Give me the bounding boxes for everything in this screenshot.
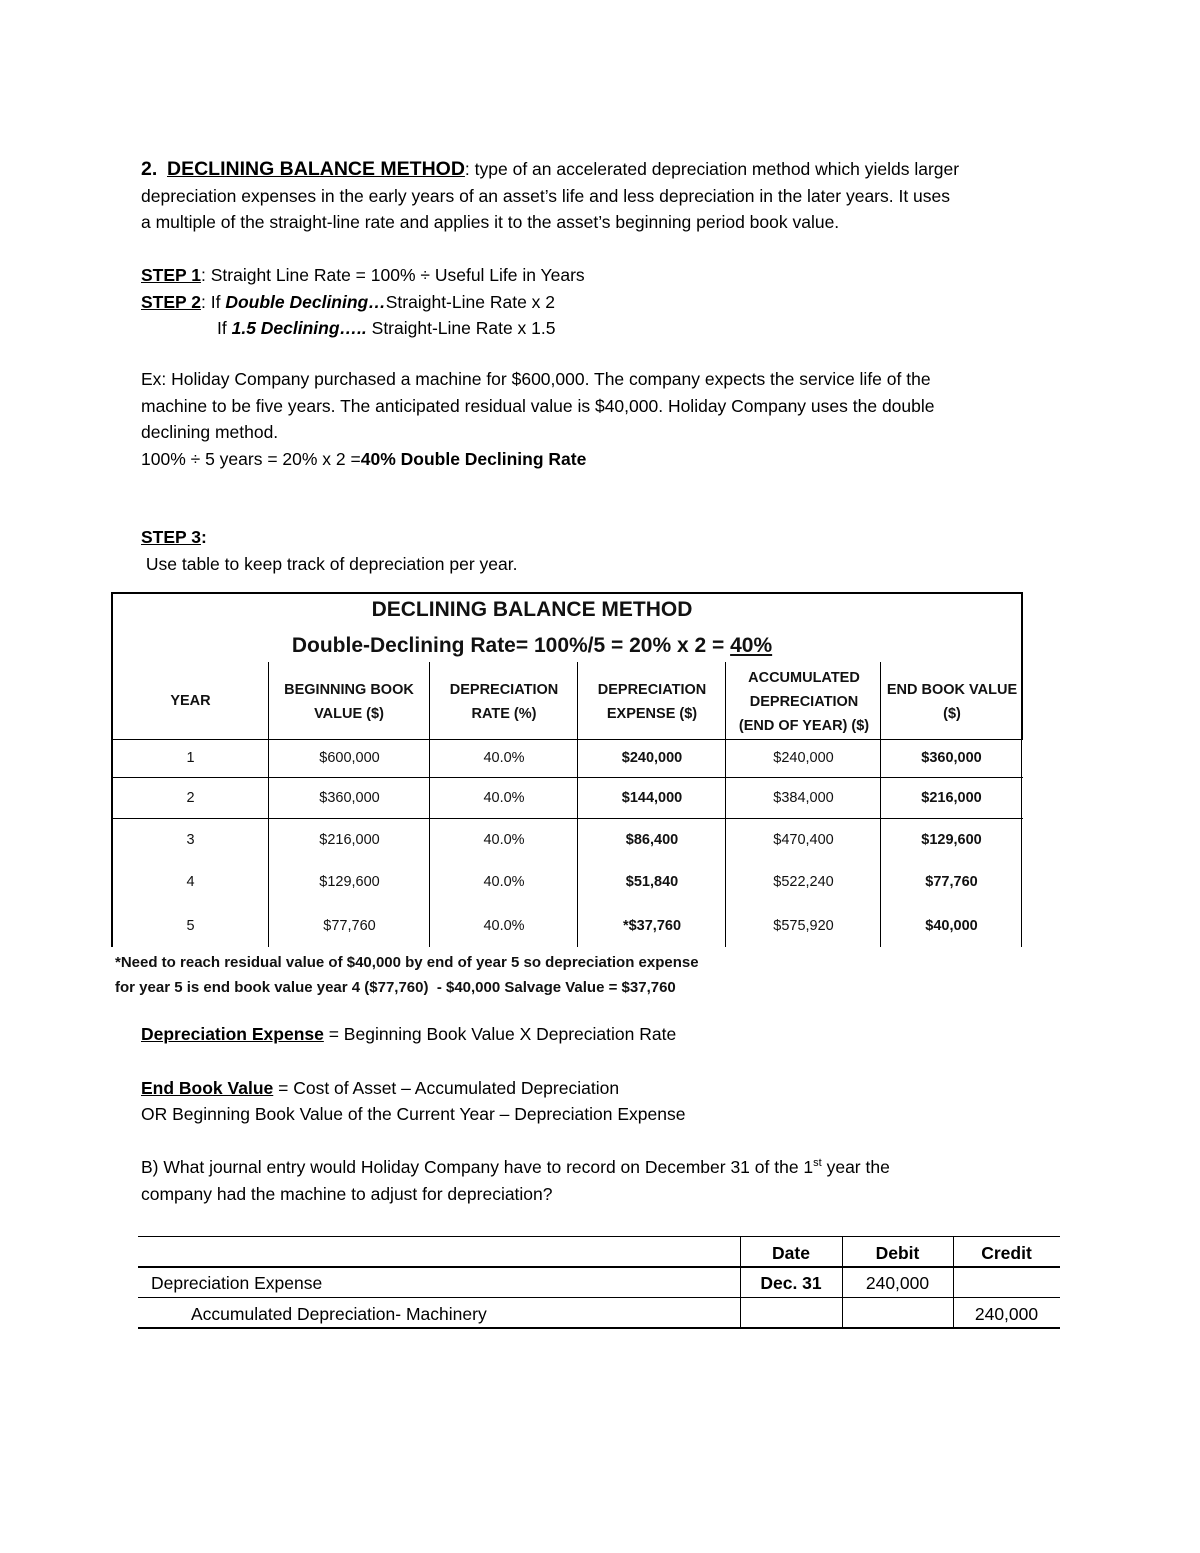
header-end-book-value: END BOOK VALUE ($) bbox=[886, 681, 1018, 722]
intro-section bbox=[141, 156, 1061, 236]
dep-expense-text: = Beginning Book Value X Depreciation Rate bbox=[323, 1024, 677, 1044]
table-subtitle bbox=[111, 634, 953, 658]
cell-end-book-value: $40,000 bbox=[925, 918, 978, 934]
journal-credit: 240,000 bbox=[974, 1304, 1039, 1324]
example-section bbox=[141, 366, 1061, 472]
question-sup: st bbox=[813, 1157, 822, 1169]
footnote-line-2: for year 5 is end book value year 4 ($77,760) - $40,000 Salvage Value = $37,760 bbox=[115, 979, 676, 996]
one-five-declining-rate: Straight-Line Rate x 1.5 bbox=[366, 318, 556, 338]
header-depreciation-rate: DEPRECIATION RATE (%) bbox=[449, 681, 559, 722]
section-heading: DECLINING BALANCE METHOD bbox=[167, 158, 465, 180]
calc-text: 100% ÷ 5 years = 20% x 2 = bbox=[141, 448, 361, 469]
journal-top-line bbox=[138, 1236, 1060, 1237]
double-declining-rate: Straight-Line Rate x 2 bbox=[385, 291, 556, 312]
col-divider bbox=[429, 662, 430, 947]
formulas-section bbox=[141, 1021, 1061, 1128]
col-divider bbox=[268, 662, 269, 947]
cell-accumulated: $522,240 bbox=[773, 874, 834, 890]
intro-line-1 bbox=[141, 156, 1061, 183]
question-section bbox=[141, 1154, 1061, 1207]
step-3-colon: : bbox=[201, 527, 207, 547]
step-2-if-2: If bbox=[217, 318, 232, 338]
cell-accumulated: $575,920 bbox=[773, 918, 834, 934]
table-title: DECLINING BALANCE METHOD bbox=[371, 598, 693, 621]
dep-expense-label: Depreciation Expense bbox=[141, 1024, 324, 1044]
dep-expense-formula bbox=[141, 1021, 1061, 1048]
question-prefix: B) What journal entry would Holiday Company have to record on December 31 of the 1 bbox=[141, 1157, 814, 1177]
step-1-label: STEP 1 bbox=[141, 265, 201, 285]
table-footnote bbox=[115, 950, 815, 1000]
definition-line-2: depreciation expenses in the early years of an asset’s life and less depreciation in the later years. It uses bbox=[141, 185, 951, 206]
table-top-border bbox=[111, 592, 1023, 594]
subtitle-prefix: Double-Declining Rate= 100%/5 = 20% x 2 = bbox=[291, 634, 731, 657]
cell-expense: *$37,760 bbox=[622, 918, 682, 934]
steps-section bbox=[141, 262, 1061, 342]
cell-accumulated: $240,000 bbox=[773, 750, 834, 766]
cell-year: 5 bbox=[186, 918, 195, 934]
subtitle-rate: 40% bbox=[730, 634, 773, 657]
header-depreciation-expense: DEPRECIATION EXPENSE ($) bbox=[597, 681, 707, 722]
step-3-text: Use table to keep track of depreciation per year. bbox=[141, 553, 518, 574]
step-1 bbox=[141, 262, 1061, 289]
journal-header-debit: Debit bbox=[875, 1243, 920, 1263]
cell-accumulated: $470,400 bbox=[773, 832, 834, 848]
cell-year: 1 bbox=[186, 750, 195, 766]
cell-rate: 40.0% bbox=[483, 790, 525, 806]
step-2 bbox=[141, 289, 1061, 316]
cell-beginning-book-value: $600,000 bbox=[319, 750, 380, 766]
step-3-label: STEP 3 bbox=[141, 527, 201, 547]
step-3-heading bbox=[141, 524, 1061, 551]
example-line-1: Ex: Holiday Company purchased a machine for $600,000. The company expects the service life of the bbox=[141, 369, 931, 389]
journal-account: Depreciation Expense bbox=[151, 1273, 323, 1293]
question-suffix: year the bbox=[821, 1157, 890, 1177]
cell-beginning-book-value: $360,000 bbox=[319, 790, 380, 806]
cell-expense: $240,000 bbox=[621, 750, 683, 766]
cell-expense: $86,400 bbox=[625, 832, 679, 848]
step-2-label: STEP 2 bbox=[141, 291, 201, 312]
header-year: YEAR bbox=[170, 692, 211, 709]
cell-beginning-book-value: $216,000 bbox=[319, 832, 380, 848]
example-calc bbox=[141, 446, 1061, 473]
example-line-3: declining method. bbox=[141, 422, 279, 442]
col-divider bbox=[725, 662, 726, 947]
cell-accumulated: $384,000 bbox=[773, 790, 834, 806]
cell-beginning-book-value: $77,760 bbox=[323, 918, 376, 934]
one-five-declining-label: 1.5 Declining….. bbox=[231, 318, 367, 338]
journal-date: Dec. 31 bbox=[760, 1273, 822, 1293]
double-declining-label: Double Declining… bbox=[225, 291, 386, 312]
cell-rate: 40.0% bbox=[483, 750, 525, 766]
header-beginning-book-value: BEGINNING BOOK VALUE ($) bbox=[284, 681, 414, 722]
journal-header-date: Date bbox=[772, 1243, 810, 1263]
journal-header-credit: Credit bbox=[981, 1243, 1032, 1263]
header-bottom-line bbox=[111, 739, 1023, 740]
question-line-1 bbox=[141, 1154, 1061, 1181]
calc-result: 40% Double Declining Rate bbox=[360, 448, 587, 469]
step-1-text: : Straight Line Rate = 100% ÷ Useful Life in Years bbox=[201, 265, 585, 285]
cell-rate: 40.0% bbox=[483, 918, 525, 934]
end-book-value-label: End Book Value bbox=[141, 1077, 274, 1098]
cell-end-book-value: $360,000 bbox=[921, 750, 982, 766]
declining-balance-table bbox=[111, 592, 1023, 947]
cell-end-book-value: $77,760 bbox=[925, 874, 978, 890]
cell-year: 2 bbox=[186, 790, 195, 806]
row-divider bbox=[111, 777, 1023, 778]
cell-rate: 40.0% bbox=[483, 832, 525, 848]
cell-expense: $51,840 bbox=[625, 874, 679, 890]
example-line-2: machine to be five years. The anticipated residual value is $40,000. Holiday Company uses the double bbox=[141, 395, 935, 416]
journal-debit: 240,000 bbox=[865, 1273, 930, 1293]
cell-end-book-value: $129,600 bbox=[921, 832, 982, 848]
end-book-value-or: OR Beginning Book Value of the Current Year – Depreciation Expense bbox=[141, 1104, 686, 1124]
definition-line-3: a multiple of the straight-line rate and applies it to the asset’s beginning period book value. bbox=[141, 212, 840, 232]
cell-expense: $144,000 bbox=[621, 790, 683, 806]
cell-year: 4 bbox=[186, 874, 195, 890]
step-2-if: : If bbox=[201, 291, 226, 312]
cell-end-book-value: $216,000 bbox=[921, 790, 982, 806]
journal-account: Accumulated Depreciation- Machinery bbox=[191, 1304, 487, 1324]
section-number: 2. bbox=[141, 158, 158, 180]
step-3-section bbox=[141, 524, 1061, 577]
col-divider bbox=[577, 662, 578, 947]
journal-entry-table bbox=[138, 1236, 1060, 1329]
footnote-line-1: *Need to reach residual value of $40,000 by end of year 5 so depreciation expense bbox=[115, 954, 699, 971]
step-2-alt bbox=[141, 315, 1061, 342]
question-line-2: company had the machine to adjust for depreciation? bbox=[141, 1183, 553, 1204]
end-book-value-formula bbox=[141, 1075, 1061, 1102]
cell-year: 3 bbox=[186, 832, 195, 848]
row-divider bbox=[111, 818, 1023, 819]
cell-rate: 40.0% bbox=[483, 874, 525, 890]
definition-line-1: : type of an accelerated depreciation method which yields larger bbox=[464, 159, 960, 179]
header-accumulated-depreciation: ACCUMULATED DEPRECIATION (END OF YEAR) ($) bbox=[738, 669, 870, 734]
end-book-value-text: = Cost of Asset – Accumulated Depreciation bbox=[273, 1077, 620, 1098]
cell-beginning-book-value: $129,600 bbox=[319, 874, 380, 890]
